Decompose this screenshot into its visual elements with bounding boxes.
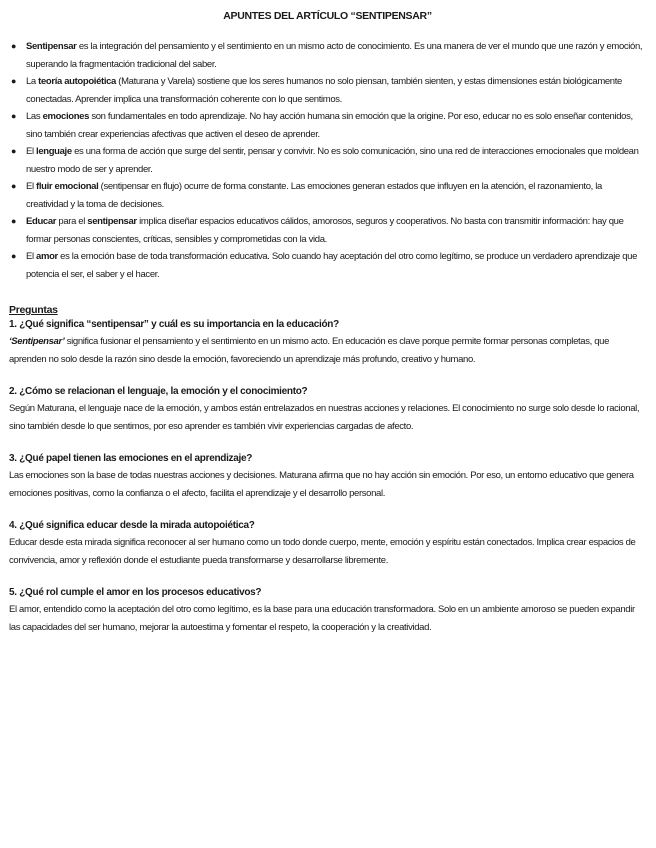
note-text: (Maturana y Varela) sostiene que los seres humanos no solo piensan, también sienten, y estas dimensiones están biológicamente conectadas. Aprender implica una transformación coherente con lo que sentimos. [26,76,622,105]
note-text: son fundamentales en todo aprendizaje. No hay acción humana sin emoción que la origine. Por eso, educar no es solo enseñar contenidos, sino también crear experiencias afectivas que activen el deseo de aprender. [26,111,633,140]
answer-lead: ‘Sentipensar’ [9,336,65,347]
note-text: es la emoción base de toda transformación educativa. Solo cuando hay aceptación del otro como legítimo, se produce un verdadero aprendizaje que potencia el ser, el saber y el hacer. [26,251,637,280]
note-text: es la integración del pensamiento y el sentimiento en un mismo acto de conocimiento. Es una manera de ver el mundo que une razón y emoción, superando la fragmentación tradicional del saber. [26,41,643,70]
note-pre: Las [26,111,43,122]
note-term: Educar [26,216,57,227]
bullet-icon: ● [11,76,17,86]
note-item [9,248,646,283]
note-item [9,213,646,248]
notes-list [9,38,646,283]
note-term: amor [36,251,58,262]
question-block [9,451,646,502]
note-term: fluir emocional [36,181,99,192]
question-title: 5. ¿Qué rol cumple el amor en los procesos educativos? [9,587,262,598]
note-pre: El [26,146,37,157]
note-text: implica diseñar espacios educativos cálidos, amorosos, seguros y cooperativos. No basta con transmitir información: hay que formar personas conscientes, críticas, sensibles y comprometidas con la vida. [26,216,624,245]
note-term: Sentipensar [26,41,77,52]
note-item [9,73,646,108]
answer-text: Educar desde esta mirada significa reconocer al ser humano como un todo donde cuerpo, mente, emoción y espíritu están conectados. Implica crear espacios de convivencia, amor y reflexión donde el estudiante pueda transformarse y desarrollarse libremente. [9,537,636,566]
answer-body: significa fusionar el pensamiento y el sentimiento en un mismo acto. En educación es clave porque permite formar personas completas, que aprenden no solo desde la razón sino desde la emoción, favoreciendo un aprendizaje más profundo, creativo y humano. [9,336,609,365]
note-item [9,38,646,73]
bullet-icon: ● [11,41,17,51]
question-title: 1. ¿Qué significa “sentipensar” y cuál es su importancia en la educación? [9,319,339,330]
note-item [9,108,646,143]
question-block [9,585,646,636]
note-pre: La [26,76,39,87]
answer-text [9,333,646,368]
note-term: emociones [42,111,90,122]
document-title: APUNTES DEL ARTÍCULO “SENTIPENSAR” [223,10,432,22]
bullet-icon: ● [11,251,17,261]
note-item [9,178,646,213]
note-pre: El [26,251,37,262]
bullet-icon: ● [11,181,17,191]
question-title: 2. ¿Cómo se relacionan el lenguaje, la emoción y el conocimiento? [9,386,308,397]
note-text: (sentipensar en flujo) ocurre de forma constante. Las emociones generan estados que influyen en la atención, el razonamiento, la creatividad y la toma de decisiones. [26,181,602,210]
answer-text: Las emociones son la base de todas nuestras acciones y decisiones. Maturana afirma que no hay acción sin emoción. Por eso, un entorno educativo que genera emociones positivas, como la confianza o el afecto, facilita el aprendizaje y el desarrollo personal. [9,470,634,499]
question-block [9,518,646,569]
note-pre: El [26,181,37,192]
note-mid: para el [56,216,88,227]
answer-text: El amor, entendido como la aceptación del otro como legítimo, es la base para una educación transformadora. Solo en un ambiente amoroso se pueden expandir las capacidades del ser humano, mejorar la autoestima y fomentar el respeto, la cooperación y la creatividad. [9,604,635,633]
question-title: 4. ¿Qué significa educar desde la mirada autopoiética? [9,520,255,531]
note-term: teoría autopoiética [38,76,116,87]
bullet-icon: ● [11,111,17,121]
answer-text: Según Maturana, el lenguaje nace de la emoción, y ambos están entrelazados en nuestras acciones y relaciones. El conocimiento no surge solo desde lo racional, sino también desde lo que sentimos, por eso aprender es también vivir experiencias cargadas de afecto. [9,403,640,432]
note-term-2: sentipensar [87,216,137,227]
note-item [9,143,646,178]
note-term: lenguaje [36,146,72,157]
bullet-icon: ● [11,216,17,226]
bullet-icon: ● [11,146,17,156]
questions-heading: Preguntas [9,304,58,316]
question-block [9,384,646,435]
note-text: es una forma de acción que surge del sentir, pensar y convivir. No es solo comunicación, sino una red de interacciones emocionales que moldean nuestro modo de ser y aprender. [26,146,639,175]
question-block [9,317,646,368]
question-title: 3. ¿Qué papel tienen las emociones en el aprendizaje? [9,453,253,464]
